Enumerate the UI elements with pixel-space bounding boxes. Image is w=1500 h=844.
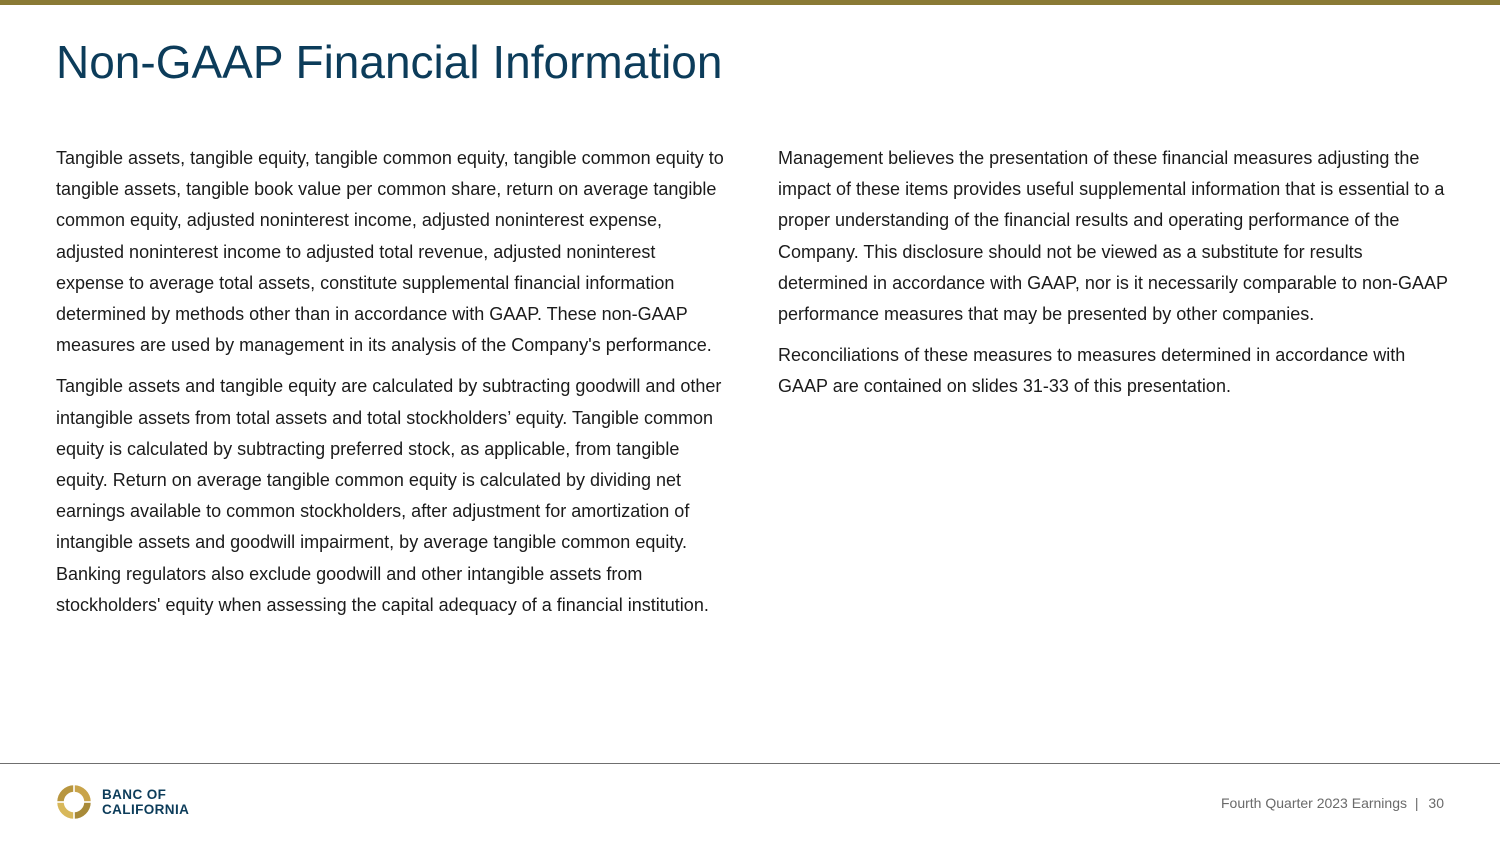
page-title: Non-GAAP Financial Information — [56, 36, 723, 88]
right-paragraph-1: Management believes the presentation of these financial measures adjusting the impact of these items provides useful supplemental information that is essential to a proper understanding of the financial results and operating performance of the Company. This disclosure should not be viewed as a substitute for results determined in accordance with GAAP, nor is it necessarily comparable to non-GAAP performance measures that may be presented by other companies. — [778, 148, 1448, 325]
right-paragraph-2: Reconciliations of these measures to measures determined in accordance with GAAP are contained on slides 31-33 of this presentation. — [778, 345, 1406, 397]
banc-of-california-logo-icon — [56, 784, 92, 820]
top-accent-bar — [0, 0, 1500, 5]
company-logo — [56, 784, 189, 820]
footer-separator: | — [1414, 795, 1419, 811]
logo-line-1: BANC OF — [102, 787, 167, 802]
left-paragraph-1: Tangible assets, tangible equity, tangible common equity, tangible common equity to tangible assets, tangible book value per common share, return on average tangible common equity, adjusted noninterest income, adjusted noninterest expense, adjusted noninterest income to adjusted total revenue, adjusted noninterest expense to average total assets, constitute supplemental financial information determined by methods other than in accordance with GAAP. These non-GAAP measures are used by management in its analysis of the Company's performance. — [56, 148, 724, 356]
left-column — [56, 143, 726, 631]
logo-wordmark — [102, 787, 189, 817]
logo-line-2: CALIFORNIA — [102, 802, 190, 817]
right-column — [778, 143, 1448, 413]
left-paragraph-2: Tangible assets and tangible equity are calculated by subtracting goodwill and other intangible assets from total assets and total stockholders’ equity. Tangible common equity is calculated by subtracting preferred stock, as applicable, from tangible equity. Return on average tangible common equity is calculated by dividing net earnings available to common stockholders, after adjustment for amortization of intangible assets and goodwill impairment, by average tangible common equity. Banking regulators also exclude goodwill and other intangible assets from stockholders' equity when assessing the capital adequacy of a financial institution. — [56, 376, 722, 615]
footer-divider — [0, 763, 1500, 764]
deck-label: Fourth Quarter 2023 Earnings — [1221, 795, 1407, 811]
page-number: 30 — [1428, 795, 1444, 811]
footer-slide-info — [1221, 795, 1444, 811]
